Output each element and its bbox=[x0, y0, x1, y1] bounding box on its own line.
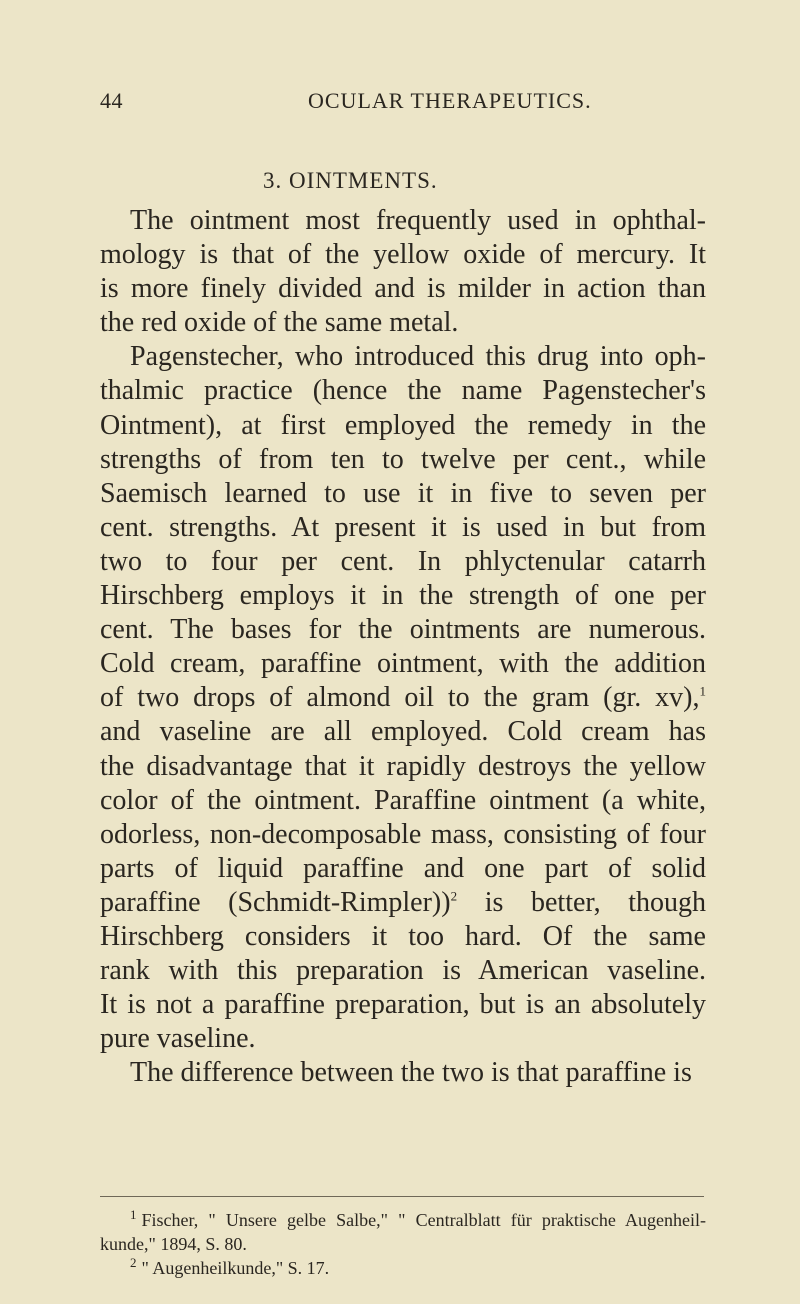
text-line: Saemisch learned to use it in five to seven per bbox=[100, 477, 706, 509]
footnote-2 bbox=[100, 1256, 706, 1280]
text-fragment: paraffine (Schmidt-Rimpler)) bbox=[100, 886, 451, 918]
text-line: is more finely divided and is milder in action than bbox=[100, 273, 706, 305]
text-line: the red oxide of the same metal. bbox=[100, 307, 459, 339]
text-line: It is not a paraffine preparation, but is an absolutely bbox=[100, 989, 706, 1021]
text-line: Hirschberg employs it in the strength of one per bbox=[100, 580, 706, 612]
page-number: 44 bbox=[100, 88, 123, 113]
footnote-2-mark: 2 bbox=[130, 1255, 137, 1270]
footnote-1-continuation: kunde," 1894, S. 80. bbox=[100, 1234, 247, 1254]
text-line-with-footnote bbox=[100, 886, 706, 920]
body-text bbox=[100, 204, 706, 1090]
text-line: The difference between the two is that paraffine is bbox=[130, 1057, 692, 1089]
text-line: Hirschberg considers it too hard. Of the same bbox=[100, 920, 706, 952]
text-line-with-footnote bbox=[100, 681, 706, 715]
text-line: thalmic practice (hence the name Pagenstecher's bbox=[100, 375, 706, 407]
text-line: Pagenstecher, who introduced this drug into oph- bbox=[130, 341, 706, 373]
text-line: parts of liquid paraffine and one part of solid bbox=[100, 852, 706, 884]
footnote-ref-2: 2 bbox=[450, 888, 458, 904]
text-line: strengths of from ten to twelve per cent., while bbox=[100, 443, 706, 475]
text-line: color of the ointment. Paraffine ointment (a white, bbox=[100, 784, 706, 816]
text-line: Cold cream, paraffine ointment, with the addition bbox=[100, 648, 706, 680]
text-line: mology is that of the yellow oxide of mercury. It bbox=[100, 239, 706, 271]
running-title: OCULAR THERAPEUTICS. bbox=[308, 88, 592, 113]
text-line: and vaseline are all employed. Cold cream has bbox=[100, 716, 706, 748]
footnote-divider bbox=[100, 1196, 704, 1197]
text-line: odorless, non-decomposable mass, consisting of four bbox=[100, 818, 706, 850]
footnote-2-text: " Augenheilkunde," S. 17. bbox=[141, 1258, 330, 1278]
section-heading: 3. OINTMENTS. bbox=[263, 168, 438, 193]
text-line: Ointment), at first employed the remedy in the bbox=[100, 409, 706, 441]
footnote-1-mark: 1 bbox=[130, 1207, 137, 1222]
text-line: cent. strengths. At present it is used in but from bbox=[100, 511, 706, 543]
text-fragment: is better, though bbox=[484, 886, 707, 918]
text-line: two to four per cent. In phlyctenular catarrh bbox=[100, 545, 706, 577]
text-line: rank with this preparation is American vaseline. bbox=[100, 955, 706, 987]
text-line: The ointment most frequently used in ophthal- bbox=[130, 205, 706, 236]
running-head bbox=[100, 88, 700, 118]
footnotes bbox=[100, 1208, 706, 1280]
text-line: pure vaseline. bbox=[100, 1023, 256, 1055]
footnote-1-text: Fischer, " Unsere gelbe Salbe," " Centralblatt für praktische Augenheil- bbox=[141, 1210, 706, 1230]
text-line: the disadvantage that it rapidly destroys the yellow bbox=[100, 750, 706, 782]
footnote-1 bbox=[100, 1208, 706, 1232]
text-fragment: of two drops of almond oil to the gram (gr. xv), bbox=[100, 682, 700, 714]
text-line: cent. The bases for the ointments are numerous. bbox=[100, 614, 706, 646]
footnote-ref-1: 1 bbox=[699, 683, 706, 699]
